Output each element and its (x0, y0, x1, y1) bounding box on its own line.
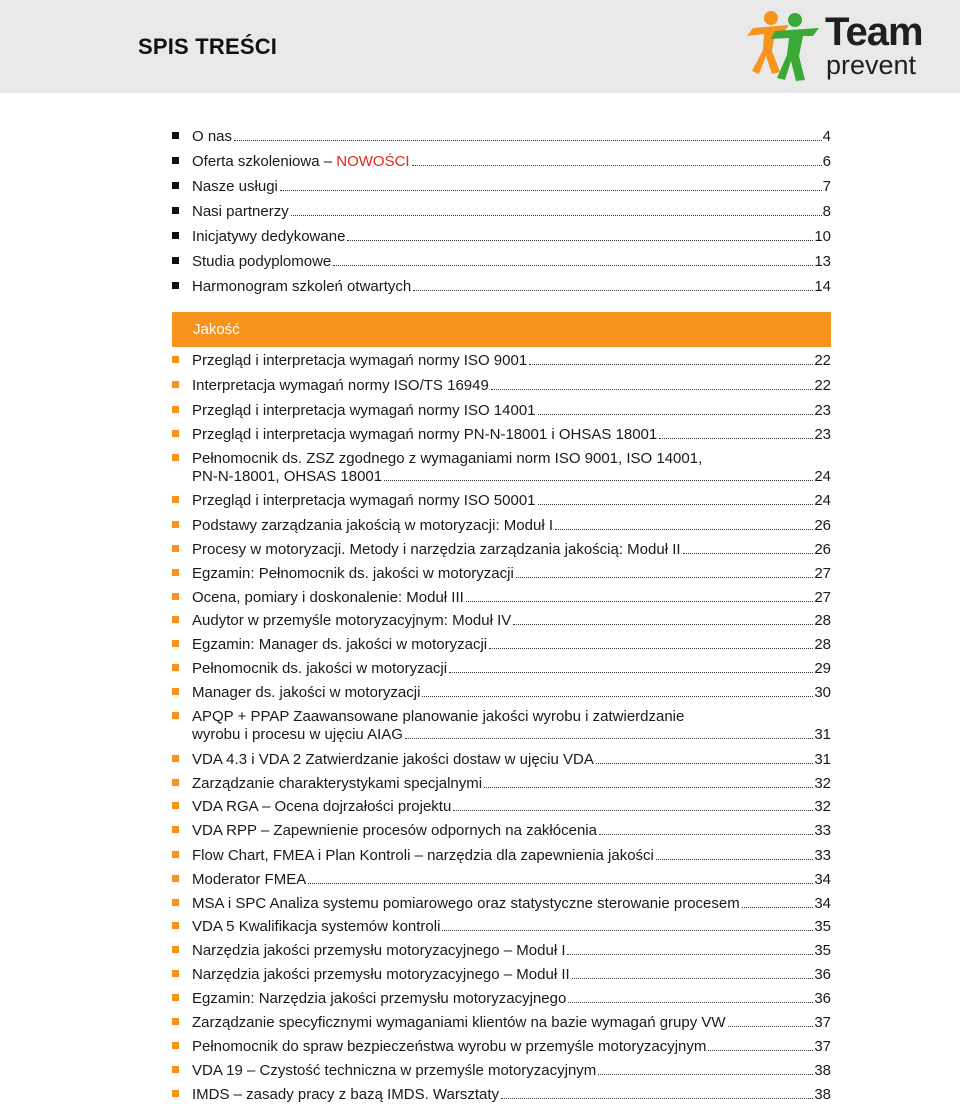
toc-page-number: 34 (814, 871, 831, 888)
toc-entry-multiline[interactable] (172, 450, 831, 486)
square-bullet-icon (172, 430, 179, 437)
toc-entry[interactable] (172, 751, 831, 769)
toc-entry[interactable] (172, 942, 831, 960)
toc-entry-uslugi[interactable] (172, 178, 831, 196)
toc-page-number: 27 (814, 589, 831, 606)
toc-entry-line (172, 708, 831, 726)
toc-entry-title: Narzędzia jakości przemysłu motoryzacyjnego – Moduł I (192, 942, 566, 959)
square-bullet-icon (172, 496, 179, 503)
toc-entry[interactable] (172, 1038, 831, 1056)
toc-entry[interactable] (172, 612, 831, 630)
square-bullet-icon (172, 712, 179, 719)
toc-entry-title: Studia podyplomowe (192, 253, 332, 270)
dot-leader (384, 480, 813, 481)
toc-entry-title: Nasze usługi (192, 178, 278, 195)
square-bullet-icon (172, 282, 179, 289)
square-bullet-icon (172, 406, 179, 413)
toc-entry-title: Flow Chart, FMEA i Plan Kontroli – narzędzia dla zapewnienia jakości (192, 847, 654, 864)
toc-entry-title: IMDS – zasady pracy z bazą IMDS. Warsztaty (192, 1086, 500, 1103)
dot-leader (442, 930, 813, 931)
toc-entry-title: Narzędzia jakości przemysłu motoryzacyjnego – Moduł II (192, 966, 570, 983)
dot-leader (412, 165, 822, 166)
toc-page-number: 7 (822, 178, 831, 195)
square-bullet-icon (172, 593, 179, 600)
dot-leader (683, 553, 814, 554)
toc-page-number: 13 (814, 253, 831, 270)
toc-entry[interactable] (172, 541, 831, 559)
square-bullet-icon (172, 257, 179, 264)
toc-page-number: 28 (814, 636, 831, 653)
toc-page-number: 33 (814, 822, 831, 839)
toc-entry-title: VDA RPP – Zapewnienie procesów odpornych na zakłócenia (192, 822, 597, 839)
toc-entry[interactable] (172, 966, 831, 984)
toc-page-number: 24 (814, 468, 831, 485)
toc-entry-title: Przegląd i interpretacja wymagań normy ISO 9001 (192, 352, 528, 369)
toc-page-number: 34 (814, 895, 831, 912)
toc-entry[interactable] (172, 352, 831, 370)
toc-entry-title: APQP + PPAP Zaawansowane planowanie jakości wyrobu i zatwierdzanie (192, 708, 685, 725)
toc-entry[interactable] (172, 1014, 831, 1032)
toc-page-number: 6 (822, 153, 831, 170)
toc-page-number: 32 (814, 798, 831, 815)
dot-leader (422, 696, 813, 697)
square-bullet-icon (172, 1090, 179, 1097)
page-header (0, 0, 960, 93)
dot-leader (516, 577, 814, 578)
square-bullet-icon (172, 182, 179, 189)
toc-entry[interactable] (172, 775, 831, 793)
dot-leader (513, 624, 813, 625)
square-bullet-icon (172, 970, 179, 977)
toc-page-number: 36 (814, 990, 831, 1007)
toc-entry[interactable] (172, 990, 831, 1008)
square-bullet-icon (172, 157, 179, 164)
toc-page-number: 38 (814, 1086, 831, 1103)
toc-entry-multiline[interactable] (172, 708, 831, 744)
toc-entry[interactable] (172, 1062, 831, 1080)
square-bullet-icon (172, 616, 179, 623)
square-bullet-icon (172, 755, 179, 762)
toc-entry-inicjatywy[interactable] (172, 228, 831, 246)
square-bullet-icon (172, 232, 179, 239)
square-bullet-icon (172, 664, 179, 671)
toc-entry-title: Harmonogram szkoleń otwartych (192, 278, 412, 295)
toc-entry-title: Egzamin: Narzędzia jakości przemysłu motoryzacyjnego (192, 990, 567, 1007)
dot-leader (489, 648, 813, 649)
dot-leader (538, 414, 814, 415)
dot-leader (538, 504, 814, 505)
dot-leader (742, 907, 814, 908)
new-highlight-label: NOWOŚCI (336, 153, 410, 170)
toc-entry[interactable] (172, 402, 831, 420)
dot-leader (413, 290, 813, 291)
square-bullet-icon (172, 779, 179, 786)
toc-entry-title: Podstawy zarządzania jakością w motoryzacji: Moduł I (192, 517, 553, 534)
toc-entry[interactable] (172, 847, 831, 865)
dot-leader (405, 738, 813, 739)
square-bullet-icon (172, 545, 179, 552)
toc-entry-title (192, 153, 410, 171)
toc-entry-title: Pełnomocnik ds. ZSZ zgodnego z wymaganiami norm ISO 9001, ISO 14001, (192, 450, 703, 467)
toc-entry-title-continued: PN-N-18001, OHSAS 18001 (192, 468, 383, 485)
toc-page-number: 36 (814, 966, 831, 983)
toc-page-number: 37 (814, 1014, 831, 1031)
square-bullet-icon (172, 826, 179, 833)
toc-entry[interactable] (172, 918, 831, 936)
logo-figures-icon (725, 6, 825, 88)
toc-entry-title: Ocena, pomiary i doskonalenie: Moduł III (192, 589, 464, 606)
square-bullet-icon (172, 946, 179, 953)
square-bullet-icon (172, 688, 179, 695)
toc-entry[interactable] (172, 660, 831, 678)
toc-page-number: 28 (814, 612, 831, 629)
dot-leader (555, 529, 813, 530)
square-bullet-icon (172, 207, 179, 214)
toc-entry-title: Inicjatywy dedykowane (192, 228, 346, 245)
section-header-jakosc (172, 312, 831, 347)
toc-entry-title: O nas (192, 128, 233, 145)
toc-entry[interactable] (172, 684, 831, 702)
square-bullet-icon (172, 1066, 179, 1073)
toc-entry-title: VDA 4.3 i VDA 2 Zatwierdzanie jakości dostaw w ujęciu VDA (192, 751, 594, 768)
logo-text-team: Team (825, 10, 923, 54)
toc-page-number: 29 (814, 660, 831, 677)
toc-entry-partnerzy[interactable] (172, 203, 831, 221)
toc-entry[interactable] (172, 895, 831, 913)
toc-page-number: 10 (814, 228, 831, 245)
toc-entry-title: Moderator FMEA (192, 871, 307, 888)
square-bullet-icon (172, 899, 179, 906)
toc-page-number: 38 (814, 1062, 831, 1079)
toc-entry-title: Interpretacja wymagań normy ISO/TS 16949 (192, 377, 489, 394)
dot-leader (708, 1050, 813, 1051)
square-bullet-icon (172, 381, 179, 388)
dot-leader (572, 978, 814, 979)
dot-leader (656, 859, 813, 860)
dot-leader (599, 834, 813, 835)
toc-entry-title: Przegląd i interpretacja wymagań normy ISO 14001 (192, 402, 536, 419)
toc-page-number: 22 (814, 377, 831, 394)
dot-leader (659, 438, 813, 439)
toc-entry-line (172, 726, 831, 744)
toc-entry-title: VDA 5 Kwalifikacja systemów kontroli (192, 918, 441, 935)
toc-entry[interactable] (172, 822, 831, 840)
toc-page-number: 14 (814, 278, 831, 295)
toc-page-number: 27 (814, 565, 831, 582)
toc-page-number: 23 (814, 426, 831, 443)
toc-page-number: 26 (814, 517, 831, 534)
square-bullet-icon (172, 851, 179, 858)
toc-entry-title: Audytor w przemyśle motoryzacyjnym: Moduł IV (192, 612, 512, 629)
toc-entry-title-continued: wyrobu i procesu w ujęciu AIAG (192, 726, 403, 743)
square-bullet-icon (172, 802, 179, 809)
toc-page-number: 26 (814, 541, 831, 558)
toc-page-number: 35 (814, 942, 831, 959)
toc-page-number: 8 (822, 203, 831, 220)
dot-leader (333, 265, 813, 266)
dot-leader (596, 763, 813, 764)
toc-page-number: 22 (814, 352, 831, 369)
toc-entry[interactable] (172, 636, 831, 654)
toc-page-number: 37 (814, 1038, 831, 1055)
toc-entry-title: VDA 19 – Czystość techniczna w przemyśle motoryzacyjnym (192, 1062, 597, 1079)
toc-entry-title: Manager ds. jakości w motoryzacji (192, 684, 421, 701)
toc-page-number: 23 (814, 402, 831, 419)
toc-entry-harmonogram[interactable] (172, 278, 831, 296)
square-bullet-icon (172, 132, 179, 139)
square-bullet-icon (172, 922, 179, 929)
toc-entry-line (172, 468, 831, 486)
dot-leader (568, 1002, 813, 1003)
dot-leader (598, 1074, 813, 1075)
square-bullet-icon (172, 521, 179, 528)
toc-entry-title: Zarządzanie charakterystykami specjalnymi (192, 775, 483, 792)
toc-entry-title: Zarządzanie specyficznymi wymaganiami klientów na bazie wymagań grupy VW (192, 1014, 726, 1031)
toc-entry-title: Pełnomocnik do spraw bezpieczeństwa wyrobu w przemyśle motoryzacyjnym (192, 1038, 707, 1055)
toc-entry-title: VDA RGA – Ocena dojrzałości projektu (192, 798, 452, 815)
dot-leader (347, 240, 813, 241)
toc-entry[interactable] (172, 871, 831, 889)
toc-entry-title: Egzamin: Manager ds. jakości w motoryzacji (192, 636, 488, 653)
dot-leader (491, 389, 814, 390)
toc-page-number: 33 (814, 847, 831, 864)
dot-leader (466, 601, 814, 602)
toc-entry-oferta[interactable] (172, 153, 831, 171)
toc-entry[interactable] (172, 798, 831, 816)
toc-entry-o-nas[interactable] (172, 128, 831, 146)
toc-page-number: 35 (814, 918, 831, 935)
toc-page-number: 24 (814, 492, 831, 509)
toc-entry-title: Nasi partnerzy (192, 203, 289, 220)
team-prevent-logo (725, 6, 925, 88)
logo-text-prevent: prevent (826, 50, 917, 80)
toc-page-number: 31 (814, 726, 831, 743)
dot-leader (501, 1098, 813, 1099)
square-bullet-icon (172, 875, 179, 882)
toc-page-number: 30 (814, 684, 831, 701)
toc-entry-title: Przegląd i interpretacja wymagań normy ISO 50001 (192, 492, 536, 509)
toc-entry-line (172, 450, 831, 468)
toc-entry[interactable] (172, 492, 831, 510)
toc-entry[interactable] (172, 426, 831, 444)
square-bullet-icon (172, 454, 179, 461)
dot-leader (484, 787, 813, 788)
dot-leader (291, 215, 822, 216)
dot-leader (567, 954, 813, 955)
toc-entry-studia[interactable] (172, 253, 831, 271)
dot-leader (308, 883, 813, 884)
toc-entry-title-part: Oferta szkoleniowa – (192, 153, 337, 170)
toc-entry-title: Pełnomocnik ds. jakości w motoryzacji (192, 660, 448, 677)
toc-entry-title: Procesy w motoryzacji. Metody i narzędzia zarządzania jakością: Moduł II (192, 541, 681, 558)
section-label: Jakość (193, 321, 240, 338)
dot-leader (449, 672, 813, 673)
dot-leader (728, 1026, 814, 1027)
square-bullet-icon (172, 640, 179, 647)
toc-page-number: 31 (814, 751, 831, 768)
toc-entry-title: Przegląd i interpretacja wymagań normy PN-N-18001 i OHSAS 18001 (192, 426, 658, 443)
square-bullet-icon (172, 994, 179, 1001)
toc-entry-title: Egzamin: Pełnomocnik ds. jakości w motoryzacji (192, 565, 514, 582)
square-bullet-icon (172, 1042, 179, 1049)
dot-leader (234, 140, 822, 141)
toc-entry[interactable] (172, 589, 831, 607)
toc-entry[interactable] (172, 565, 831, 583)
toc-entry[interactable] (172, 1086, 831, 1104)
toc-entry[interactable] (172, 377, 831, 395)
page-title: SPIS TREŚCI (138, 34, 278, 59)
dot-leader (280, 190, 822, 191)
square-bullet-icon (172, 1018, 179, 1025)
dot-leader (529, 364, 813, 365)
square-bullet-icon (172, 569, 179, 576)
dot-leader (453, 810, 813, 811)
toc-entry[interactable] (172, 517, 831, 535)
toc-entry-title: MSA i SPC Analiza systemu pomiarowego oraz statystyczne sterowanie procesem (192, 895, 740, 912)
square-bullet-icon (172, 356, 179, 363)
toc-page-number: 4 (822, 128, 831, 145)
toc-page-number: 32 (814, 775, 831, 792)
